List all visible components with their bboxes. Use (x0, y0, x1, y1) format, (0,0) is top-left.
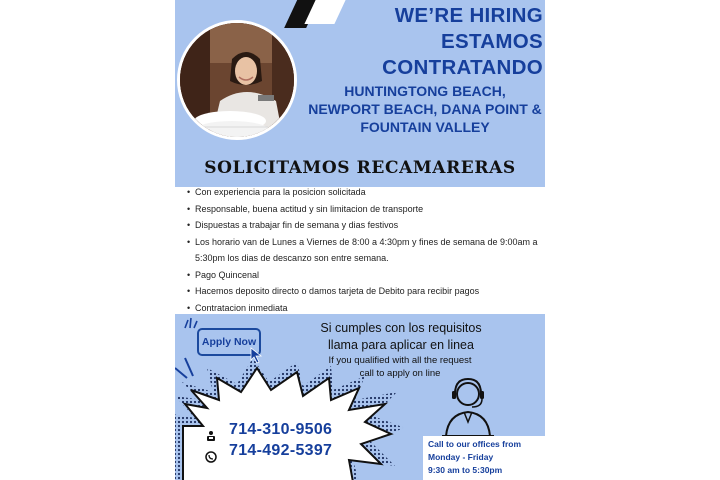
accent-lines-icon (183, 316, 199, 330)
requirement-item: • Contratacion inmediata (187, 300, 542, 317)
cities-list (305, 82, 545, 136)
call-center-agent-icon (438, 374, 498, 444)
office-hours-line: Call to our offices from (428, 439, 522, 449)
cta-line: llama para aplicar en linea (328, 338, 474, 352)
housekeeper-photo (177, 20, 297, 140)
cta-line: If you qualified with all the request (328, 355, 472, 366)
phone-number-2[interactable]: 714-492-5397 (229, 442, 333, 459)
requirement-item: • Pago Quincenal (187, 267, 542, 284)
header-band (175, 0, 545, 187)
cta-line: call to apply on line (359, 368, 441, 379)
phone-office-icon (205, 430, 217, 442)
cursor-icon (249, 346, 265, 364)
housekeeper-illustration (180, 23, 297, 140)
whatsapp-icon (205, 451, 217, 463)
requirements-list (187, 184, 542, 316)
headline-contratando: CONTRATANDO (382, 56, 543, 79)
contact-band (175, 314, 545, 480)
cta-spanish (281, 320, 521, 354)
cities-line: HUNTINGTONG BEACH, (344, 83, 506, 99)
office-hours-line: 9:30 am to 5:30pm (428, 465, 503, 475)
headline-hiring: WE’RE HIRING (394, 4, 543, 27)
office-hours (428, 438, 545, 477)
office-hours-line: Monday - Friday (428, 452, 494, 462)
hiring-flyer (175, 0, 545, 480)
requirement-item: • Hacemos deposito directo o damos tarjeta de Debito para recibir pagos (187, 283, 542, 300)
position-title: SOLICITAMOS RECAMARERAS (204, 158, 516, 178)
cta-line: Si cumples con los requisitos (320, 321, 482, 335)
requirement-item: • Dispuestas a trabajar fin de semana y dias festivos (187, 217, 542, 234)
requirement-item: • Con experiencia para la posicion solicitada (187, 184, 542, 201)
requirement-item: • Responsable, buena actitud y sin limitacion de transporte (187, 201, 542, 218)
headline-estamos: ESTAMOS (441, 30, 543, 53)
phone-number-1[interactable]: 714-310-9506 (229, 421, 333, 438)
requirement-item: • Los horario van de Lunes a Viernes de 8:00 a 4:30pm y fines de semana de 9:00am a 5:30pm los dias de descanzo son entre semana. (187, 234, 542, 267)
cities-line: NEWPORT BEACH, DANA POINT & (308, 101, 542, 117)
apply-now-button[interactable]: Apply Now (197, 328, 261, 356)
cities-line: FOUNTAIN VALLEY (360, 119, 490, 135)
